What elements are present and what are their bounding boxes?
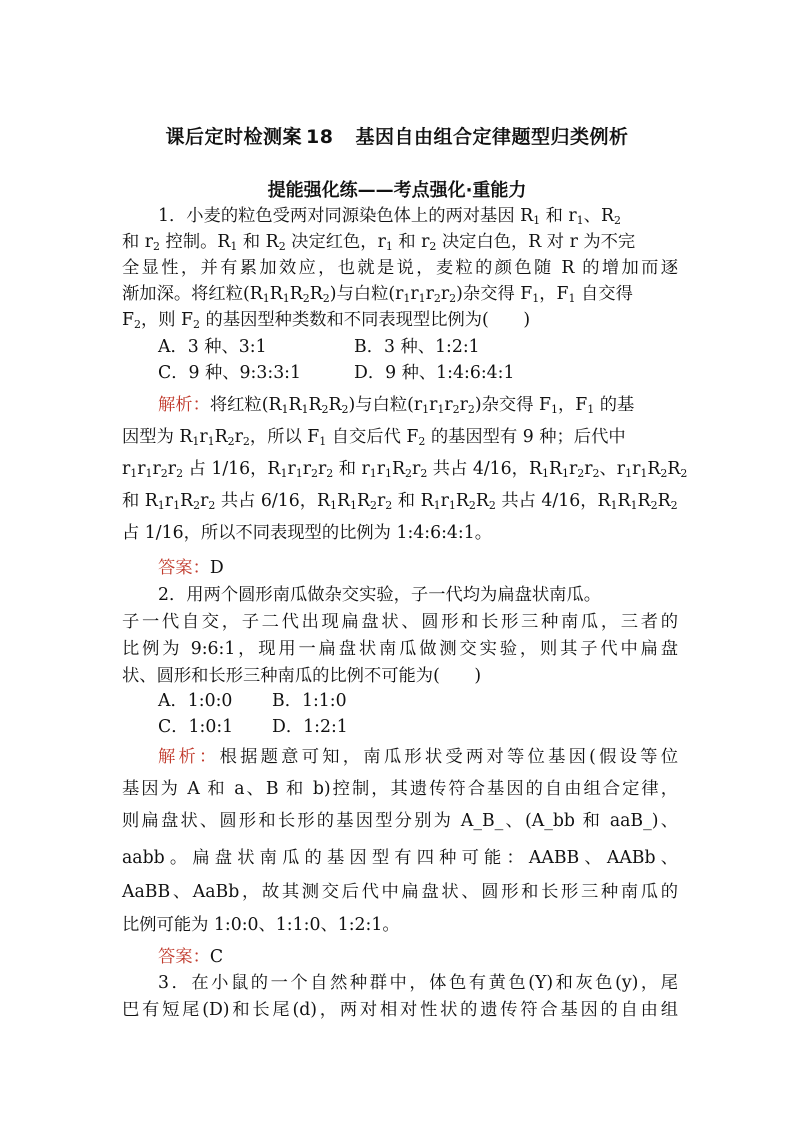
option-a: A．3 种、3:1 — [158, 337, 267, 357]
option-d: D．1:2:1 — [272, 717, 348, 737]
option-a: A．1:0:0 — [158, 691, 233, 711]
section-heading: 提能强化练——考点强化·重能力 — [267, 180, 527, 201]
analysis-line: 则扁盘状、圆形和长形的基因型分别为 A_B_、(A_bb 和 aaB_)、 — [122, 811, 678, 831]
analysis-line: 解析：将红粒$(R_1R_1R_2R_2)$与白粒$(r_1r_1r_2r_2)$杂交得 $F_1$，$F_1$ 的基 — [158, 395, 635, 416]
analysis-label: 解析： — [158, 395, 210, 415]
text-line: 子一代自交，子二代出现扁盘状、圆形和长形三种南瓜，三者的 — [122, 612, 678, 632]
analysis-line: 和 $R_1r_1R_2r_2$ 共占 6/16，$R_1R_1R_2r_2$ 和 $R_1r_1R_2R_2$ 共占 4/16，$R_1R_1R_2R_2$ — [122, 491, 678, 512]
text-line: 状、圆形和长形三种南瓜的比例不可能为( ) — [122, 666, 482, 686]
text-line: 和 $r_2$ 控制。$R_1$ 和 $R_2$ 决定红色，$r_1$ 和 $r_2$ 决定白色，R 对 r 为不完 — [122, 232, 636, 253]
page-title: 课后定时检测案 18 基因自由组合定律题型归类例析 — [165, 126, 629, 148]
analysis-line: 比例可能为 1:0:0、1:1:0、1:2:1。 — [122, 915, 400, 935]
text-line: 渐加深。将红粒$(R_1R_1R_2R_2)$与白粒$(r_1r_1r_2r_2)$杂交得 $F_1$，$F_1$ 自交得 — [122, 284, 633, 305]
text-line: 巴有短尾(D)和长尾(d)，两对相对性状的遗传符合基因的自由组 — [122, 1000, 678, 1020]
analysis-line: $r_1r_1r_2r_2$ 占 1/16，$R_1r_1r_2r_2$ 和 $r_1r_1R_2r_2$ 共占 4/16，$R_1R_1r_2r_2$、$r_1r_1R_2R_2$ — [122, 459, 688, 480]
analysis-line: 因型为 $R_1r_1R_2r_2$，所以 $F_1$ 自交后代 $F_2$ 的基因型有 9 种；后代中 — [122, 427, 626, 448]
text-line: 比例为 9:6:1，现用一扁盘状南瓜做测交实验，则其子代中扁盘 — [122, 639, 678, 659]
options-row — [158, 358, 514, 383]
text-line: 1．小麦的粒色受两对同源染色体上的两对基因 $R_1$ 和 $r_1$、$R_2$ — [158, 206, 621, 227]
answer-line: 答案：D — [158, 558, 224, 578]
analysis-label: 解析： — [158, 747, 220, 767]
options-row — [158, 332, 480, 357]
analysis-line: 解析：根据题意可知，南瓜形状受两对等位基因(假设等位 — [158, 747, 678, 767]
option-c: C．1:0:1 — [158, 717, 234, 737]
text-line: $F_2$，则 $F_2$ 的基因型种类数和不同表现型比例为( ) — [122, 310, 531, 331]
options-row — [158, 712, 348, 737]
option-c: C．9 种、9:3:3:1 — [158, 363, 302, 383]
text-line: 全显性，并有累加效应，也就是说，麦粒的颜色随 R 的增加而逐 — [122, 258, 678, 278]
answer-line: 答案：C — [158, 947, 224, 967]
options-row — [158, 686, 347, 711]
analysis-line: AaBB、AaBb，故其测交后代中扁盘状、圆形和长形三种南瓜的 — [122, 882, 678, 902]
analysis-line: aabb。扁盘状南瓜的基因型有四种可能：AABB、AABb、 — [122, 848, 678, 868]
option-b: B．3 种、1:2:1 — [354, 337, 480, 357]
answer-label: 答案： — [158, 558, 210, 578]
option-d: D．9 种、1:4:6:4:1 — [354, 363, 515, 383]
analysis-line: 基因为 A 和 a、B 和 b)控制，其遗传符合基因的自由组合定律， — [122, 779, 678, 799]
text-line: 3．在小鼠的一个自然种群中，体色有黄色(Y)和灰色(y)，尾 — [158, 973, 678, 993]
analysis-line: 占 1/16，所以不同表现型的比例为 1:4:6:4:1。 — [122, 523, 492, 543]
option-b: B．1:1:0 — [272, 691, 347, 711]
answer-label: 答案： — [158, 947, 210, 967]
text-line: 2．用两个圆形南瓜做杂交实验，子一代均为扁盘状南瓜。 — [158, 585, 602, 605]
